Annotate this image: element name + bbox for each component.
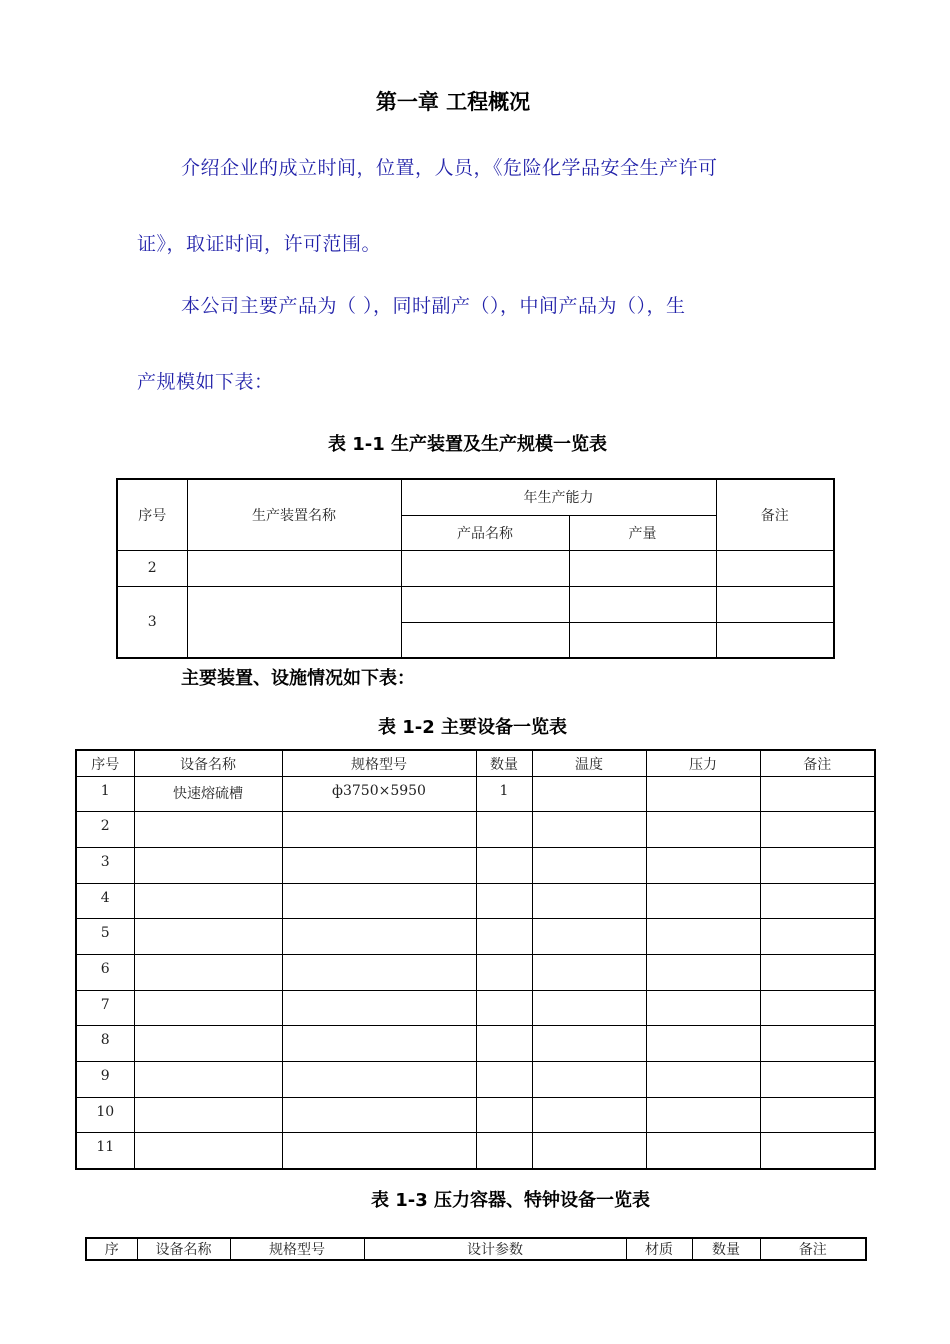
table-cell xyxy=(646,883,760,919)
production-scale-table xyxy=(116,478,835,659)
table-cell xyxy=(569,550,716,586)
table-cell xyxy=(282,919,476,955)
table-cell xyxy=(476,847,532,883)
table-cell xyxy=(532,1097,646,1133)
table3-header-cell: 备注 xyxy=(760,1238,866,1260)
table-row xyxy=(76,1026,875,1062)
table2-header-cell: 温度 xyxy=(532,750,646,776)
table-cell xyxy=(716,550,834,586)
table-cell xyxy=(282,883,476,919)
table-cell xyxy=(760,883,875,919)
table-cell xyxy=(646,812,760,848)
table-cell xyxy=(646,1097,760,1133)
table-cell xyxy=(716,586,834,622)
table-cell xyxy=(532,812,646,848)
table-row xyxy=(76,1133,875,1169)
table-cell xyxy=(282,847,476,883)
table-cell xyxy=(134,1097,282,1133)
table-cell xyxy=(282,1026,476,1062)
table-cell xyxy=(646,954,760,990)
table-cell: 3 xyxy=(76,847,134,883)
table-cell xyxy=(760,954,875,990)
table1-header-device-name: 生产装置名称 xyxy=(187,479,401,550)
table-cell xyxy=(282,954,476,990)
table1-cell-seq: 3 xyxy=(117,586,187,658)
main-equipment-table xyxy=(75,749,876,1170)
table-cell: 1 xyxy=(76,776,134,812)
table2-header-cell: 备注 xyxy=(760,750,875,776)
table-cell: 10 xyxy=(76,1097,134,1133)
table-cell xyxy=(532,883,646,919)
table-cell xyxy=(532,990,646,1026)
table-cell xyxy=(282,990,476,1026)
table-cell xyxy=(476,883,532,919)
table-cell xyxy=(532,1062,646,1098)
table-cell: ф3750×5950 xyxy=(282,776,476,812)
table1-cell-seq: 2 xyxy=(117,550,187,586)
table-cell xyxy=(401,586,569,622)
table3-header-cell: 材质 xyxy=(626,1238,692,1260)
table3-header-cell: 数量 xyxy=(692,1238,760,1260)
table2-header-cell: 数量 xyxy=(476,750,532,776)
table-cell xyxy=(569,622,716,658)
table-cell xyxy=(476,1097,532,1133)
table-cell xyxy=(476,812,532,848)
table3-header-cell: 设备名称 xyxy=(137,1238,230,1260)
table-cell xyxy=(646,1062,760,1098)
table-row xyxy=(76,954,875,990)
table1-header-row xyxy=(117,479,834,515)
table-cell xyxy=(476,919,532,955)
table-row xyxy=(117,586,834,622)
table-cell: 4 xyxy=(76,883,134,919)
table3-header-row xyxy=(86,1238,866,1260)
table-cell xyxy=(476,1133,532,1169)
table-cell xyxy=(760,1097,875,1133)
table1-header-product-name: 产品名称 xyxy=(401,515,569,550)
table-cell: 2 xyxy=(76,812,134,848)
table-cell xyxy=(282,1133,476,1169)
table-row xyxy=(76,990,875,1026)
table-cell xyxy=(646,776,760,812)
table-cell xyxy=(760,812,875,848)
table-cell xyxy=(476,1026,532,1062)
table-cell xyxy=(646,1026,760,1062)
table-cell xyxy=(134,1026,282,1062)
table3-header-cell: 序 xyxy=(86,1238,137,1260)
intro-paragraph-line-2: 证》，取证时间，许可范围。 xyxy=(137,233,382,255)
table-cell xyxy=(282,1062,476,1098)
table-cell xyxy=(532,847,646,883)
table3-header-cell: 设计参数 xyxy=(364,1238,626,1260)
table-cell xyxy=(760,847,875,883)
table3-caption: 表 1-3 压力容器、特钟设备一览表 xyxy=(371,1190,651,1211)
table-cell xyxy=(134,1133,282,1169)
table-row xyxy=(76,812,875,848)
table2-header-cell: 压力 xyxy=(646,750,760,776)
table-cell xyxy=(646,847,760,883)
table1-header-seq: 序号 xyxy=(117,479,187,550)
table-cell xyxy=(476,990,532,1026)
table1-header-annual-capacity: 年生产能力 xyxy=(401,479,716,515)
table-cell: 快速熔硫槽 xyxy=(134,776,282,812)
table-row xyxy=(76,1062,875,1098)
table-row xyxy=(76,776,875,812)
table-cell xyxy=(532,1133,646,1169)
table-row xyxy=(76,919,875,955)
table2-header-row xyxy=(76,750,875,776)
table2-header-cell: 设备名称 xyxy=(134,750,282,776)
table1-caption: 表 1-1 生产装置及生产规模一览表 xyxy=(328,434,608,455)
products-paragraph-line-1: 本公司主要产品为（ ），同时副产（），中间产品为（），生 xyxy=(181,295,686,317)
table-cell xyxy=(716,622,834,658)
table-cell xyxy=(134,847,282,883)
table-row xyxy=(76,1097,875,1133)
table-cell xyxy=(646,919,760,955)
table-cell xyxy=(476,1062,532,1098)
table-cell xyxy=(476,954,532,990)
table-cell: 9 xyxy=(76,1062,134,1098)
table-cell xyxy=(760,776,875,812)
intro-paragraph-line-1: 介绍企业的成立时间，位置，人员，《危险化学品安全生产许可 xyxy=(181,157,718,179)
table-cell xyxy=(532,919,646,955)
table-cell xyxy=(187,550,401,586)
table1-header-output: 产量 xyxy=(569,515,716,550)
table-row xyxy=(76,883,875,919)
table-cell xyxy=(134,990,282,1026)
table-cell xyxy=(282,812,476,848)
table-cell xyxy=(134,883,282,919)
table-cell xyxy=(532,776,646,812)
table2-caption: 表 1-2 主要设备一览表 xyxy=(378,717,568,738)
section-heading: 主要装置、设施情况如下表： xyxy=(181,668,415,689)
table1-header-remarks: 备注 xyxy=(716,479,834,550)
table-cell: 5 xyxy=(76,919,134,955)
table-cell xyxy=(134,954,282,990)
table-cell xyxy=(134,812,282,848)
table-cell xyxy=(646,1133,760,1169)
table-cell xyxy=(282,1097,476,1133)
table3-header-cell: 规格型号 xyxy=(230,1238,364,1260)
table-cell xyxy=(760,1133,875,1169)
table2-header-cell: 序号 xyxy=(76,750,134,776)
table-row xyxy=(117,550,834,586)
pressure-vessel-table xyxy=(85,1237,867,1261)
table-cell: 6 xyxy=(76,954,134,990)
table-cell xyxy=(187,586,401,658)
table-cell xyxy=(569,586,716,622)
products-paragraph-line-2: 产规模如下表： xyxy=(137,371,274,393)
table-cell xyxy=(401,550,569,586)
chapter-title: 第一章 工程概况 xyxy=(375,90,531,114)
table-cell xyxy=(760,1026,875,1062)
table-cell xyxy=(134,1062,282,1098)
table-cell xyxy=(760,990,875,1026)
table-cell xyxy=(760,919,875,955)
table-cell xyxy=(134,919,282,955)
table-cell xyxy=(532,954,646,990)
table-cell: 7 xyxy=(76,990,134,1026)
table2-header-cell: 规格型号 xyxy=(282,750,476,776)
table-cell xyxy=(401,622,569,658)
table-cell xyxy=(532,1026,646,1062)
table-cell: 1 xyxy=(476,776,532,812)
table-cell: 11 xyxy=(76,1133,134,1169)
table-row xyxy=(76,847,875,883)
table-cell xyxy=(646,990,760,1026)
table-cell xyxy=(760,1062,875,1098)
table-cell: 8 xyxy=(76,1026,134,1062)
